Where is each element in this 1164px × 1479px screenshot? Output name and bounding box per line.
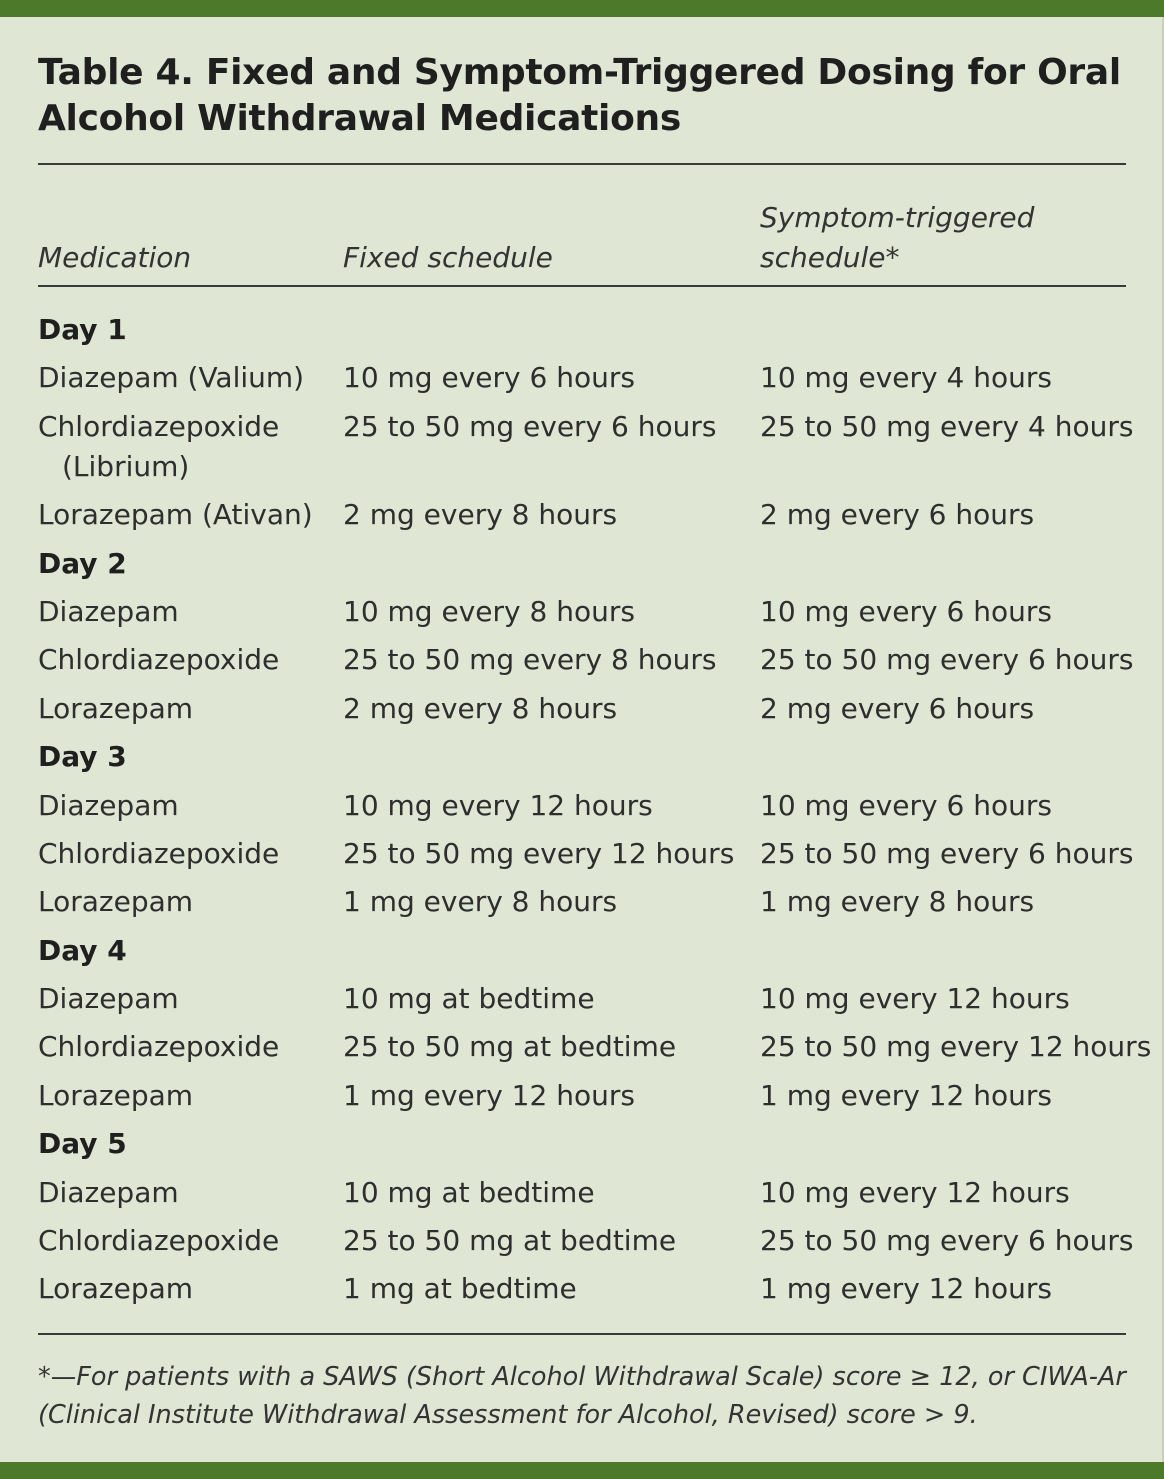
footnote: *—For patients with a SAWS (Short Alcohol Withdrawal Scale) score ≥ 12, or CIWA-Ar (Clinical Institute Withdrawal Assessment for Alcohol, Revised) score > 9. — [38, 1362, 1126, 1430]
top-accent-bar — [0, 0, 1164, 17]
medication-name: Lorazepam (Ativan) — [38, 498, 313, 532]
fixed-schedule-cell: 10 mg at bedtime — [343, 1175, 595, 1209]
header-fixed-schedule: Fixed schedule — [343, 241, 553, 274]
table-row — [38, 407, 1138, 487]
table-row — [38, 592, 1138, 632]
medication-cell — [38, 1027, 343, 1067]
fixed-schedule-cell: 25 to 50 mg at bedtime — [343, 1224, 677, 1258]
symptom-schedule-cell: 25 to 50 mg every 12 hours — [760, 1030, 1152, 1064]
footer-rule — [38, 1333, 1126, 1335]
table-row — [38, 1076, 1138, 1116]
symptom-schedule-cell: 1 mg every 8 hours — [760, 885, 1035, 919]
day-heading — [38, 1124, 1138, 1164]
fixed-schedule-cell: 10 mg every 8 hours — [343, 594, 635, 628]
header-medication: Medication — [38, 241, 192, 274]
medication-name: Diazepam (Valium) — [38, 361, 305, 395]
header-symptom-triggered: Symptom-triggered schedule* — [760, 201, 1035, 274]
fixed-schedule-cell: 2 mg every 8 hours — [343, 498, 618, 532]
medication-cell — [38, 882, 343, 922]
medication-cell — [38, 1269, 343, 1309]
table-row — [38, 786, 1138, 826]
day-heading — [38, 544, 1138, 584]
medication-name: Lorazepam — [38, 1078, 194, 1112]
symptom-schedule-cell: 10 mg every 6 hours — [760, 594, 1052, 628]
symptom-schedule-cell: 1 mg every 12 hours — [760, 1272, 1052, 1306]
medication-cell — [38, 1076, 343, 1116]
medication-cell — [38, 407, 343, 487]
day-heading — [38, 931, 1138, 971]
table-row — [38, 1269, 1138, 1309]
day-label: Day 2 — [38, 546, 127, 580]
medication-cell — [38, 640, 343, 680]
medication-cell — [38, 786, 343, 826]
symptom-schedule-cell: 10 mg every 12 hours — [760, 982, 1070, 1016]
symptom-schedule-cell: 10 mg every 12 hours — [760, 1175, 1070, 1209]
day-heading — [38, 310, 1138, 350]
medication-name: Diazepam — [38, 594, 179, 628]
medication-name: Lorazepam — [38, 885, 194, 919]
day-label: Day 5 — [38, 1127, 127, 1161]
table-row — [38, 834, 1138, 874]
medication-cell — [38, 1173, 343, 1213]
medication-brand: (Librium) — [62, 449, 190, 483]
medication-name: Chlordiazepoxide — [38, 409, 280, 443]
table-row — [38, 640, 1138, 680]
medication-name: Lorazepam — [38, 1272, 194, 1306]
medication-name: Lorazepam — [38, 691, 194, 725]
table-row — [38, 495, 1138, 535]
header-rule — [38, 285, 1126, 287]
table-row — [38, 358, 1138, 398]
table-row — [38, 689, 1138, 729]
symptom-schedule-cell: 10 mg every 6 hours — [760, 788, 1052, 822]
medication-cell — [38, 358, 343, 398]
symptom-schedule-cell: 25 to 50 mg every 4 hours — [760, 409, 1134, 443]
fixed-schedule-cell: 1 mg every 8 hours — [343, 885, 618, 919]
fixed-schedule-cell: 10 mg every 6 hours — [343, 361, 635, 395]
table-row — [38, 882, 1138, 922]
medication-name: Chlordiazepoxide — [38, 1224, 280, 1258]
symptom-schedule-cell: 2 mg every 6 hours — [760, 691, 1035, 725]
fixed-schedule-cell: 25 to 50 mg every 8 hours — [343, 643, 717, 677]
symptom-schedule-cell: 10 mg every 4 hours — [760, 361, 1052, 395]
medication-cell — [38, 495, 343, 535]
medication-cell — [38, 689, 343, 729]
table-row — [38, 1027, 1152, 1067]
medication-cell — [38, 979, 343, 1019]
symptom-schedule-cell: 25 to 50 mg every 6 hours — [760, 1224, 1134, 1258]
medication-cell — [38, 1221, 343, 1261]
table-row — [38, 1221, 1138, 1261]
fixed-schedule-cell: 1 mg at bedtime — [343, 1272, 577, 1306]
medication-cell — [38, 592, 343, 632]
symptom-schedule-cell: 1 mg every 12 hours — [760, 1078, 1052, 1112]
medication-name: Diazepam — [38, 1175, 179, 1209]
fixed-schedule-cell: 25 to 50 mg every 6 hours — [343, 409, 717, 443]
table-row — [38, 979, 1138, 1019]
title-rule — [38, 163, 1126, 165]
symptom-schedule-cell: 25 to 50 mg every 6 hours — [760, 643, 1134, 677]
table-row — [38, 1173, 1138, 1213]
day-label: Day 1 — [38, 313, 127, 346]
medication-name: Chlordiazepoxide — [38, 836, 280, 870]
day-label: Day 4 — [38, 933, 127, 967]
table-body — [38, 310, 1152, 1318]
medication-name: Diazepam — [38, 788, 179, 822]
day-label: Day 3 — [38, 740, 127, 774]
medication-name: Diazepam — [38, 982, 179, 1016]
day-heading — [38, 737, 1138, 777]
medication-name: Chlordiazepoxide — [38, 643, 280, 677]
symptom-schedule-cell: 2 mg every 6 hours — [760, 498, 1035, 532]
fixed-schedule-cell: 10 mg every 12 hours — [343, 788, 653, 822]
table-title: Table 4. Fixed and Symptom-Triggered Dosing for Oral Alcohol Withdrawal Medications — [38, 52, 1121, 139]
fixed-schedule-cell: 25 to 50 mg every 12 hours — [343, 836, 735, 870]
medication-name: Chlordiazepoxide — [38, 1030, 280, 1064]
fixed-schedule-cell: 1 mg every 12 hours — [343, 1078, 635, 1112]
medication-cell — [38, 834, 343, 874]
fixed-schedule-cell: 10 mg at bedtime — [343, 982, 595, 1016]
bottom-accent-bar — [0, 1462, 1164, 1479]
symptom-schedule-cell: 25 to 50 mg every 6 hours — [760, 836, 1134, 870]
fixed-schedule-cell: 25 to 50 mg at bedtime — [343, 1030, 677, 1064]
fixed-schedule-cell: 2 mg every 8 hours — [343, 691, 618, 725]
